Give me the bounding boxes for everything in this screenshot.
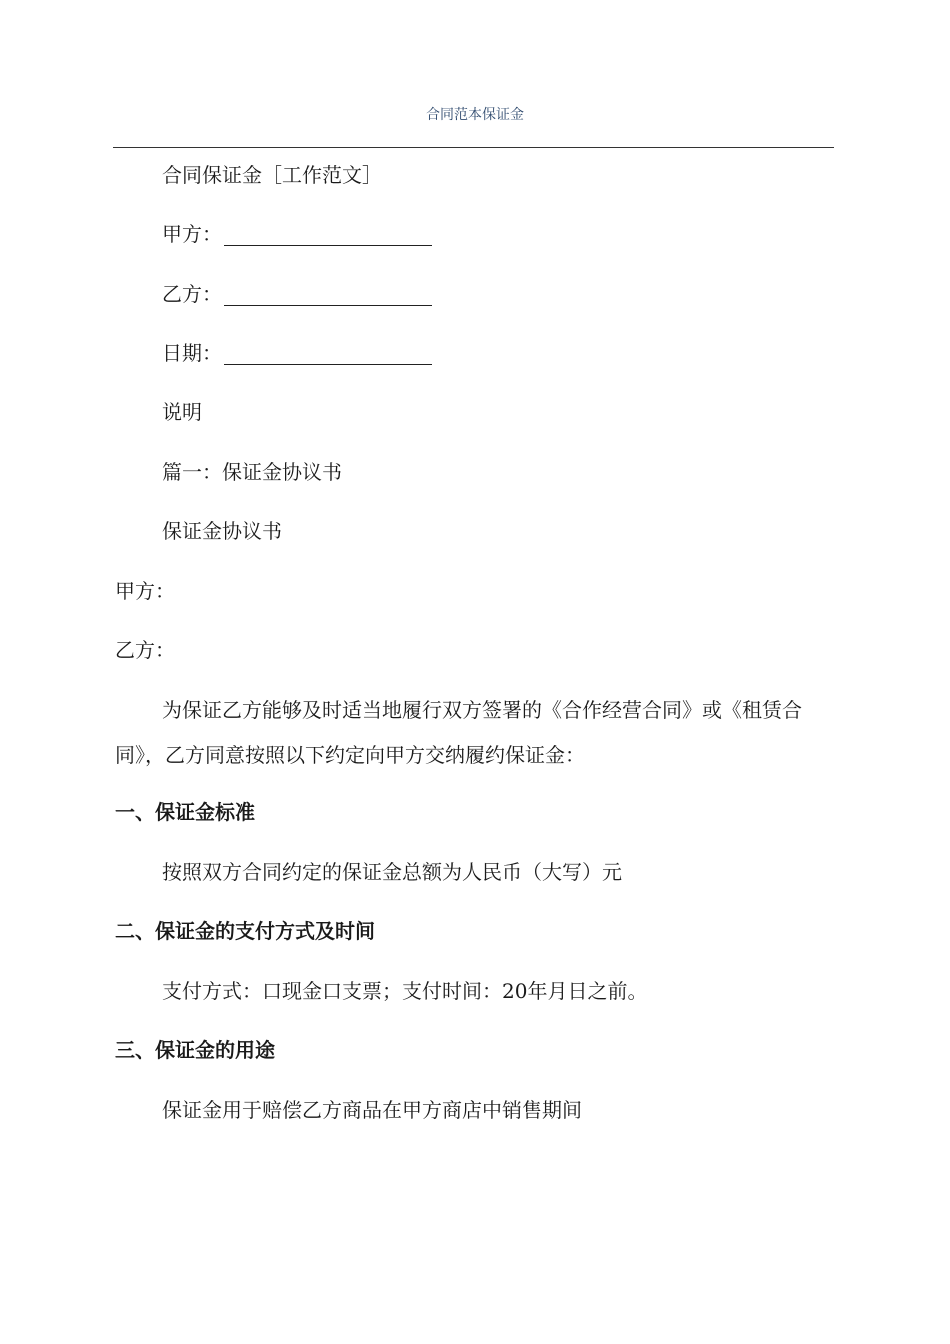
- party-b-blank-line: [224, 285, 432, 306]
- date-label: 日期：: [162, 341, 222, 365]
- date-blank-line: [224, 344, 432, 365]
- agreement-party-a: 甲方：: [115, 579, 175, 603]
- party-a-field: [162, 222, 432, 246]
- section-heading: 三、保证金的用途: [115, 1038, 275, 1062]
- party-b-label: 乙方：: [162, 282, 222, 306]
- section-heading: 一、保证金标准: [115, 800, 255, 824]
- party-a-label: 甲方：: [162, 222, 222, 246]
- section-body: 保证金用于赔偿乙方商品在甲方商店中销售期间: [162, 1098, 582, 1122]
- section-body: 按照双方合同约定的保证金总额为人民币（大写）元: [162, 860, 622, 884]
- party-a-blank-line: [224, 225, 432, 246]
- page-header-title: 合同范本保证金: [426, 107, 524, 123]
- agreement-title: 保证金协议书: [162, 519, 282, 543]
- party-b-field: [162, 282, 432, 306]
- agreement-intro-paragraph: 为保证乙方能够及时适当地履行双方签署的《合作经营合同》或《租赁合同》，乙方同意按照以下约定向甲方交纳履约保证金：: [115, 698, 802, 767]
- date-field: [162, 341, 432, 365]
- section-heading: 二、保证金的支付方式及时间: [115, 919, 375, 943]
- section-body: 支付方式：口现金口支票；支付时间：20年月日之前。: [162, 979, 648, 1003]
- document-title: 合同保证金［工作范文］: [162, 163, 382, 187]
- chapter-heading: 篇一：保证金协议书: [162, 460, 342, 484]
- agreement-party-b: 乙方：: [115, 638, 175, 662]
- note-label: 说明: [162, 400, 202, 424]
- header-divider: [113, 147, 834, 148]
